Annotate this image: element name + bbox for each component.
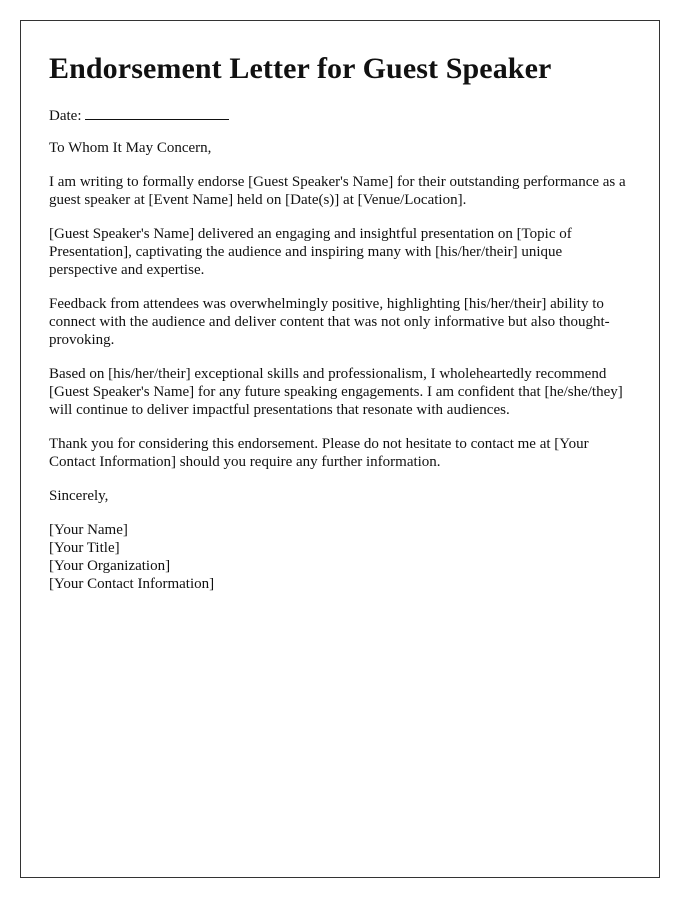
date-blank-line xyxy=(85,106,229,120)
body-paragraph-5: Thank you for considering this endorsement. Please do not hesitate to contact me at [Your Contact Information] should you require any further information. xyxy=(49,436,589,470)
letter-title: Endorsement Letter for Guest Speaker xyxy=(49,52,552,85)
closing: Sincerely, xyxy=(49,488,109,504)
signature-title: [Your Title] xyxy=(49,540,120,556)
date-label: Date: xyxy=(49,108,82,124)
date-line xyxy=(49,106,631,125)
signature-contact: [Your Contact Information] xyxy=(49,576,215,592)
signature-organization: [Your Organization] xyxy=(49,558,171,574)
signature-block xyxy=(49,521,631,593)
body-paragraph-2: [Guest Speaker's Name] delivered an engaging and insightful presentation on [Topic of Presentation], captivating the audience and inspiring many with [his/her/their] unique perspective and expertise. xyxy=(49,226,572,278)
body-paragraph-1: I am writing to formally endorse [Guest Speaker's Name] for their outstanding performance as a guest speaker at [Event Name] held on [Date(s)] at [Venue/Location]. xyxy=(49,174,626,208)
body-paragraph-4: Based on [his/her/their] exceptional skills and professionalism, I wholeheartedly recommend [Guest Speaker's Name] for any future speaking engagements. I am confident that [he/she/they] will continue to deliver impactful presentations that resonate with audiences. xyxy=(49,366,623,418)
signature-name: [Your Name] xyxy=(49,522,128,538)
letter-page xyxy=(20,20,660,878)
body-paragraph-3: Feedback from attendees was overwhelmingly positive, highlighting [his/her/their] ability to connect with the audience and deliver content that was not only informative but also thought-provoking. xyxy=(49,296,610,348)
salutation: To Whom It May Concern, xyxy=(49,140,212,156)
